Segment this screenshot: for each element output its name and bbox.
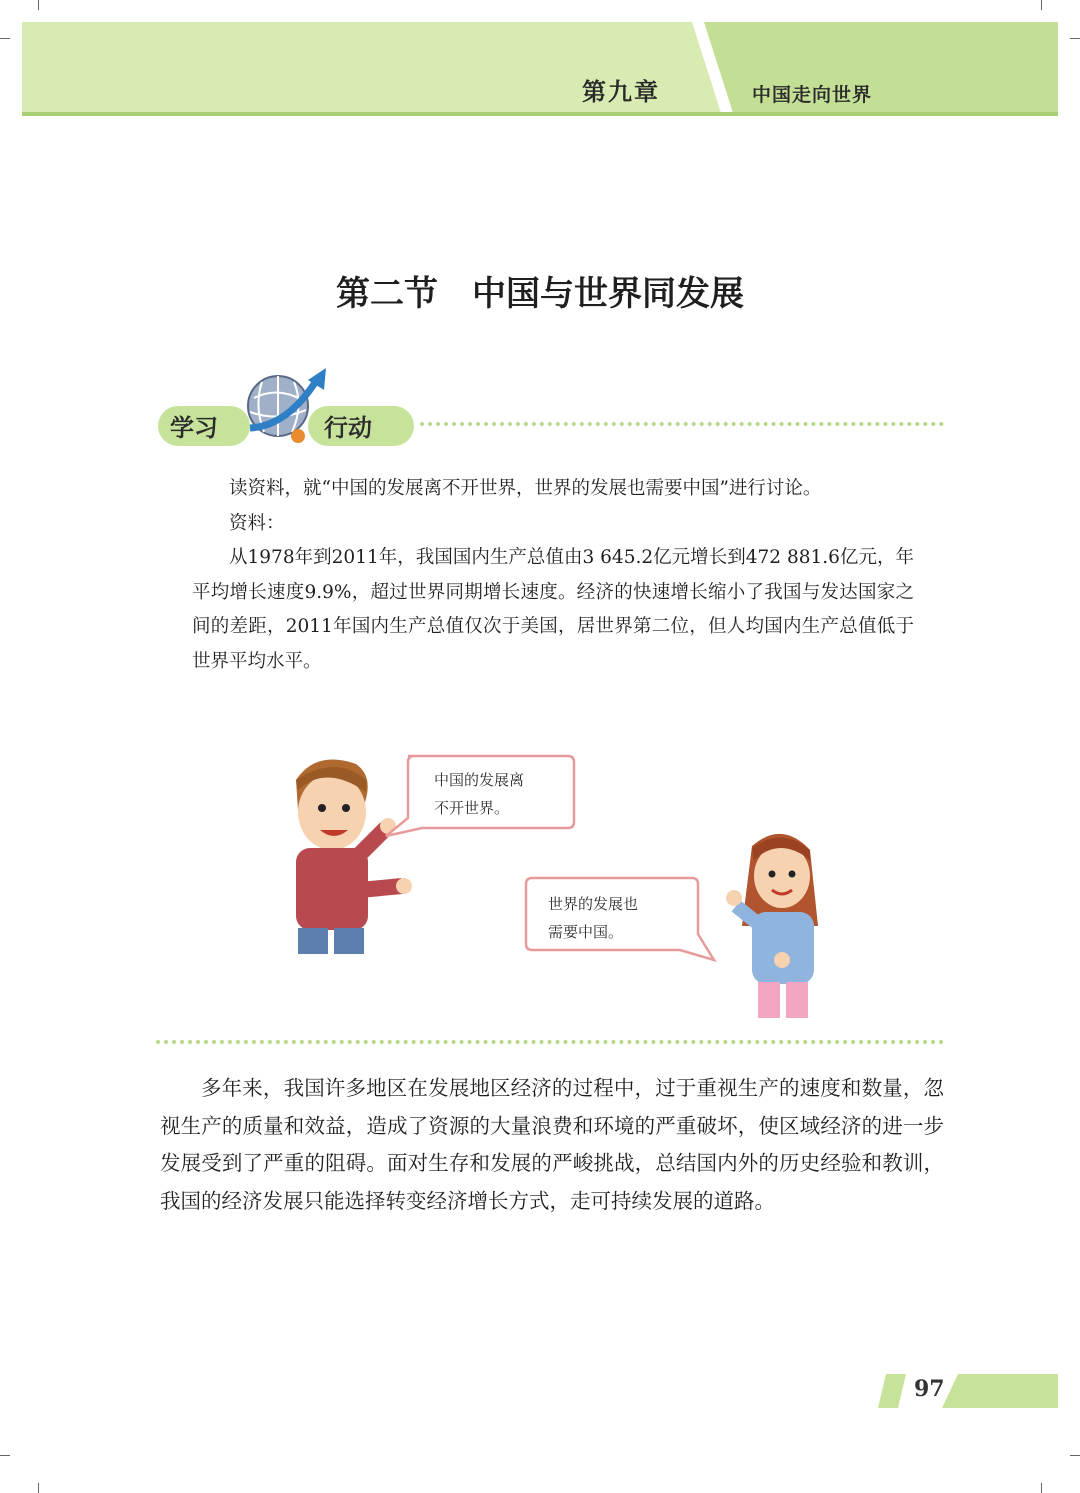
dotted-divider-bottom	[156, 1040, 944, 1044]
crop-mark	[1041, 1483, 1042, 1493]
girl-speech-text: 世界的发展也 需要中国。	[548, 895, 639, 941]
crop-mark	[38, 0, 39, 10]
main-paragraph: 多年来，我国许多地区在发展地区经济的过程中，过于重视生产的速度和数量，忽视生产的质量和效益，造成了资源的大量浪费和环境的严重破坏，使区域经济的进一步发展受到了严重的阻碍。面对生存和发展的严峻挑战，总结国内外的历史经验和教训，我国的经济发展只能选择转变经济增长方式，走可持续发展的道路。	[160, 1076, 944, 1213]
material-label: 资料：	[229, 512, 285, 534]
dotted-divider-top	[420, 422, 944, 426]
girl-illustration	[722, 826, 832, 1022]
chapter-title: 中国走向世界	[752, 84, 873, 106]
crop-mark	[1070, 38, 1080, 39]
section-title: 第二节 中国与世界同发展	[336, 274, 744, 314]
learning-action-label-left: 学习	[170, 414, 218, 442]
crop-mark	[0, 1455, 10, 1456]
activity-instruction: 读资料，就“中国的发展离不开世界，世界的发展也需要中国”进行讨论。	[229, 478, 822, 499]
crop-mark	[1041, 0, 1042, 10]
crop-mark	[0, 38, 10, 39]
learning-action-label-right: 行动	[324, 414, 372, 442]
page-number-tab	[878, 1374, 1058, 1408]
boy-speech-text: 中国的发展离 不开世界。	[434, 771, 525, 817]
crop-mark	[1070, 1455, 1080, 1456]
header-band-graphic	[22, 22, 1058, 116]
crop-mark	[38, 1483, 39, 1493]
learning-action-content	[192, 472, 914, 679]
chapter-header	[22, 22, 1058, 116]
chapter-number: 第九章	[582, 78, 660, 106]
page-number: 97	[914, 1376, 945, 1402]
material-text: 从1978年到2011年，我国国内生产总值由3 645.2亿元增长到472 881.6亿元，年平均增长速度9.9%，超过世界同期增长速度。经济的快速增长缩小了我国与发达国家之间的差距，2011年国内生产总值仅次于美国，居世界第二位，但人均国内生产总值低于世界平均水平。	[192, 547, 914, 672]
